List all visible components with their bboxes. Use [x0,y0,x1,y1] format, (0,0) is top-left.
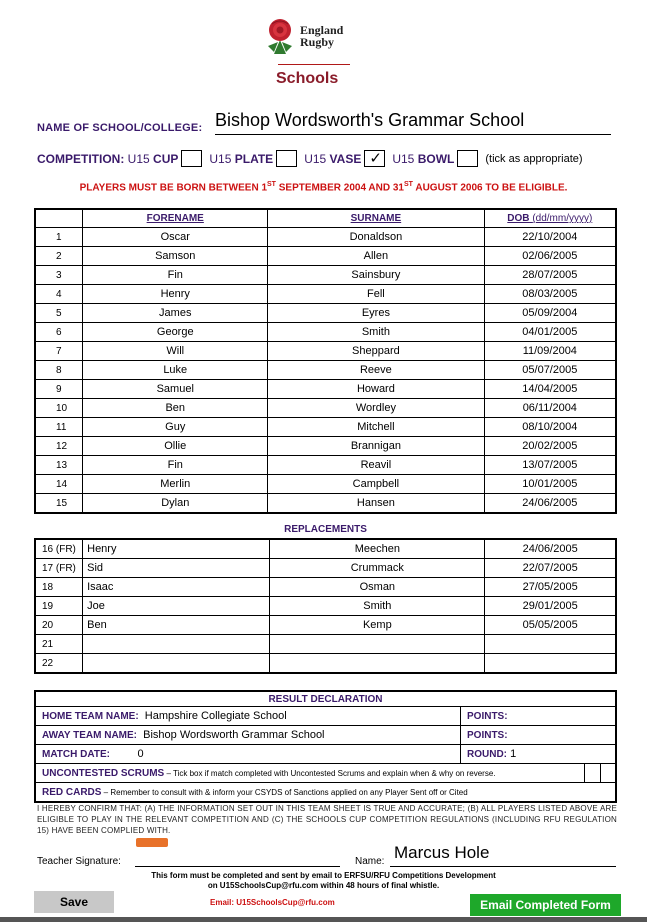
column-header-number [35,209,83,228]
surname-cell[interactable]: Crummack [270,559,485,578]
schools-heading: Schools [276,70,339,87]
round-value: 1 [510,748,517,760]
dob-cell[interactable]: 08/03/2005 [484,285,616,304]
players-table [34,208,617,514]
forename-cell[interactable]: Henry [83,539,270,559]
table-row [35,323,616,342]
row-number: 12 [35,437,83,456]
competition-plate-checkbox[interactable] [276,150,297,167]
forename-cell[interactable]: Isaac [83,578,270,597]
forename-cell[interactable]: Ben [83,616,270,635]
table-row [35,616,616,635]
dob-cell[interactable] [485,654,616,674]
table-row [35,247,616,266]
eligibility-notice: PLAYERS MUST BE BORN BETWEEN 1ST SEPTEMBER 2004 AND 31ST AUGUST 2006 TO BE ELIGIBLE. [79,181,568,194]
row-number: 4 [35,285,83,304]
result-declaration-heading: RESULT DECLARATION [35,691,616,707]
forename-cell[interactable]: Fin [83,266,268,285]
surname-cell[interactable]: Reeve [268,361,484,380]
round-cell[interactable]: ROUND: 1 [461,745,617,764]
match-date-cell[interactable]: MATCH DATE: 0 [35,745,461,764]
row-number: 8 [35,361,83,380]
surname-cell[interactable]: Allen [268,247,484,266]
table-row [35,418,616,437]
table-row [35,475,616,494]
dob-cell[interactable]: 22/10/2004 [484,228,616,247]
match-date-value: 0 [137,748,144,760]
forename-cell[interactable] [83,635,270,654]
signature-stamp-icon [136,838,168,847]
competition-option-bowl-label: U15 BOWL [392,151,455,166]
dob-cell[interactable]: 28/07/2005 [484,266,616,285]
row-number: 21 [35,635,83,654]
table-row [35,342,616,361]
surname-cell[interactable]: Campbell [268,475,484,494]
uncontested-scrums-cell: UNCONTESTED SCRUMS – Tick box if match completed with Uncontested Scrums and explain when & why on reverse. [35,764,585,783]
table-row [35,380,616,399]
row-number: 3 [35,266,83,285]
competition-row [37,150,583,167]
result-declaration-table [34,690,617,803]
dob-cell[interactable]: 27/05/2005 [485,578,616,597]
dob-cell[interactable]: 29/01/2005 [485,597,616,616]
forename-cell[interactable] [83,654,270,674]
forename-cell[interactable]: Luke [83,361,268,380]
table-row [35,494,616,514]
table-row [35,361,616,380]
logo-wordmark: England Rugby [300,23,344,49]
table-row [35,456,616,475]
name-underline [390,866,616,867]
surname-cell[interactable]: Eyres [268,304,484,323]
replacements-heading: REPLACEMENTS [284,524,367,535]
competition-option-plate-label: U15 PLATE [209,151,274,166]
submission-instructions: This form must be completed and sent by email to ERFSU/RFU Competitions Development on U15SchoolsCup@rfu.com within 48 hours of final whistle. [151,871,496,890]
row-number: 11 [35,418,83,437]
competition-cup-checkbox[interactable] [181,150,202,167]
checkmark-icon: ✓ [369,150,382,167]
away-team-cell[interactable]: AWAY TEAM NAME: Bishop Wordsworth Grammar School [35,726,461,745]
forename-cell[interactable]: Samson [83,247,268,266]
uncontested-scrums-checkbox[interactable] [585,764,617,783]
forename-cell[interactable]: Fin [83,456,268,475]
row-number: 16 (FR) [35,539,83,559]
away-team-value: Bishop Wordsworth Grammar School [143,729,325,741]
surname-cell[interactable]: Sheppard [268,342,484,361]
header-divider [278,64,350,65]
table-row [35,437,616,456]
surname-cell[interactable]: Wordley [268,399,484,418]
home-team-value: Hampshire Collegiate School [144,710,287,722]
forename-cell[interactable]: Merlin [83,475,268,494]
row-number: 7 [35,342,83,361]
table-row [35,559,616,578]
column-header-surname: SURNAME [268,209,484,228]
column-header-dob: DOB (dd/mm/yyyy) [484,209,616,228]
table-row [35,635,616,654]
row-number: 22 [35,654,83,674]
replacements-table [34,538,617,674]
dob-cell[interactable]: 20/02/2005 [484,437,616,456]
forename-cell[interactable]: Sid [83,559,270,578]
table-row [35,539,616,559]
surname-cell[interactable]: Mitchell [268,418,484,437]
competition-hint: (tick as appropriate) [485,152,583,165]
forename-cell[interactable]: James [83,304,268,323]
dob-cell[interactable]: 13/07/2005 [484,456,616,475]
teacher-signature-field[interactable] [135,866,340,867]
row-number: 2 [35,247,83,266]
surname-cell[interactable]: Sainsbury [268,266,484,285]
forename-cell[interactable]: Ollie [83,437,268,456]
table-row [35,304,616,323]
save-button[interactable]: Save [34,891,114,913]
row-number: 19 [35,597,83,616]
row-number: 5 [35,304,83,323]
dob-cell[interactable]: 22/07/2005 [485,559,616,578]
email-completed-form-button[interactable]: Email Completed Form [470,894,621,916]
table-row [35,597,616,616]
name-field[interactable]: Marcus Hole [394,843,490,862]
surname-cell[interactable]: Smith [268,323,484,342]
dob-cell[interactable]: 05/09/2004 [484,304,616,323]
dob-cell[interactable]: 02/06/2005 [484,247,616,266]
table-row [35,228,616,247]
surname-cell[interactable] [270,654,485,674]
forename-cell[interactable]: Ben [83,399,268,418]
surname-cell[interactable]: Howard [268,380,484,399]
teacher-signature-label: Teacher Signature: [37,856,121,867]
away-points-cell[interactable]: POINTS: [461,726,617,745]
dob-cell[interactable]: 05/05/2005 [485,616,616,635]
row-number: 17 (FR) [35,559,83,578]
red-cards-cell: RED CARDS – Remember to consult with & inform your CSYDS of Sanctions applied on any Player Sent off or Cited [35,783,616,803]
competition-option-vase-label: U15 VASE [304,151,362,166]
competition-bowl-checkbox[interactable] [457,150,478,167]
row-number: 14 [35,475,83,494]
players-table-header [35,209,616,228]
home-points-cell[interactable]: POINTS: [461,707,617,726]
contact-email[interactable]: Email: U15SchoolsCup@rfu.com [210,898,335,907]
bottom-bar [0,917,647,922]
competition-label: COMPETITION: [37,151,125,166]
table-row [35,285,616,304]
row-number: 15 [35,494,83,514]
row-number: 20 [35,616,83,635]
school-name-label: NAME OF SCHOOL/COLLEGE: [37,122,203,134]
row-number: 13 [35,456,83,475]
surname-cell[interactable]: Reavil [268,456,484,475]
dob-cell[interactable]: 06/11/2004 [484,399,616,418]
forename-cell[interactable]: Will [83,342,268,361]
row-number: 10 [35,399,83,418]
confirmation-statement: I HEREBY CONFIRM THAT: (A) THE INFORMATION SET OUT IN THIS TEAM SHEET IS TRUE AND ACCURATE; (B) ALL PLAYERS LISTED ABOVE ARE ELIGIBLE TO PLAY IN THE RELEVANT COMPETITION AND (C) THE SCHOOLS CUP COMPETITION REGULATIONS (INCLUDING RFU REGULATION 15) HAVE BEEN COMPLIED WITH. [37,804,617,835]
dob-cell[interactable]: 08/10/2004 [484,418,616,437]
table-row [35,578,616,597]
dob-cell[interactable]: 14/04/2005 [484,380,616,399]
dob-cell[interactable]: 04/01/2005 [484,323,616,342]
row-number: 6 [35,323,83,342]
forename-cell[interactable]: Dylan [83,494,268,514]
dob-cell[interactable]: 10/01/2005 [484,475,616,494]
surname-cell[interactable]: Hansen [268,494,484,514]
dob-cell[interactable]: 05/07/2005 [484,361,616,380]
dob-cell[interactable] [485,635,616,654]
forename-cell[interactable]: Samuel [83,380,268,399]
surname-cell[interactable] [270,635,485,654]
surname-cell[interactable]: Donaldson [268,228,484,247]
surname-cell[interactable]: Meechen [270,539,485,559]
dob-cell[interactable]: 24/06/2005 [484,494,616,514]
table-row [35,266,616,285]
row-number: 1 [35,228,83,247]
name-label: Name: [355,856,385,867]
dob-cell[interactable]: 24/06/2005 [485,539,616,559]
competition-vase-checkbox[interactable] [364,150,385,167]
dob-cell[interactable]: 11/09/2004 [484,342,616,361]
row-number: 9 [35,380,83,399]
table-row [35,399,616,418]
forename-cell[interactable]: Oscar [83,228,268,247]
forename-cell[interactable]: Henry [83,285,268,304]
surname-cell[interactable]: Smith [270,597,485,616]
home-team-cell[interactable]: HOME TEAM NAME: Hampshire Collegiate School [35,707,461,726]
competition-option-cup-label: U15 CUP [127,151,179,166]
surname-cell[interactable]: Fell [268,285,484,304]
row-number: 18 [35,578,83,597]
school-name-field[interactable]: Bishop Wordsworth's Grammar School [215,110,611,135]
forename-cell[interactable]: Joe [83,597,270,616]
forename-cell[interactable]: Guy [83,418,268,437]
surname-cell[interactable]: Kemp [270,616,485,635]
table-row [35,654,616,674]
surname-cell[interactable]: Brannigan [268,437,484,456]
surname-cell[interactable]: Osman [270,578,485,597]
column-header-forename: FORENAME [83,209,268,228]
forename-cell[interactable]: George [83,323,268,342]
